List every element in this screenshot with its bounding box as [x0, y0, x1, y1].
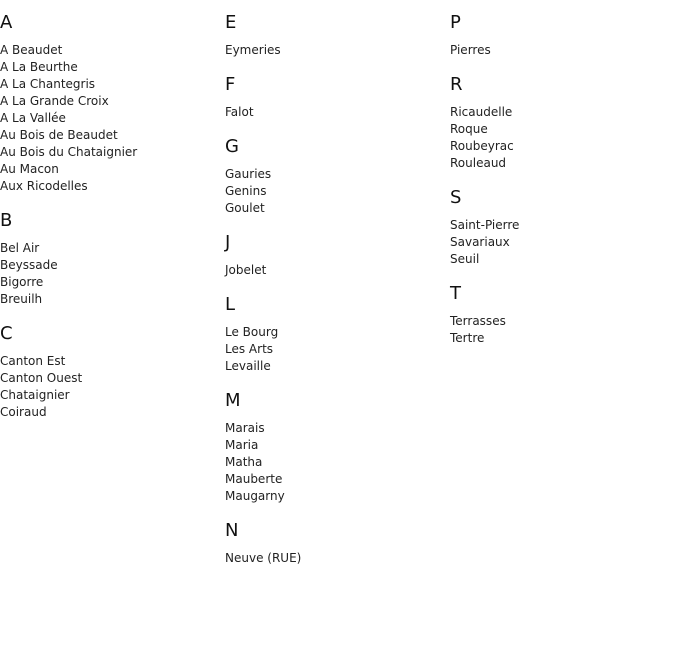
street-item[interactable]: Maugarny — [225, 489, 285, 503]
street-item[interactable]: Au Bois du Chataignier — [0, 145, 138, 159]
street-item[interactable]: Genins — [225, 184, 267, 198]
index-column — [225, 0, 450, 582]
street-list — [450, 104, 675, 172]
street-list — [225, 550, 450, 567]
letter-group — [225, 232, 450, 279]
letter-heading: R — [450, 74, 463, 95]
letter-heading: E — [225, 12, 237, 33]
street-item[interactable]: Mauberte — [225, 472, 283, 486]
letter-heading: F — [225, 74, 236, 95]
letter-heading: L — [225, 294, 236, 315]
street-item[interactable]: Au Macon — [0, 162, 59, 176]
street-item[interactable]: Saint-Pierre — [450, 218, 520, 232]
street-item[interactable]: A La Vallée — [0, 111, 66, 125]
letter-group — [0, 323, 225, 421]
letter-group — [450, 74, 675, 172]
street-item[interactable]: Au Bois de Beaudet — [0, 128, 118, 142]
street-item[interactable]: Rouleaud — [450, 156, 507, 170]
street-list — [225, 420, 450, 505]
street-item[interactable]: Eymeries — [225, 43, 281, 57]
street-list — [450, 313, 675, 347]
letter-group — [450, 283, 675, 347]
street-item[interactable]: Levaille — [225, 359, 271, 373]
street-list — [450, 217, 675, 268]
street-item[interactable]: Bigorre — [0, 275, 44, 289]
street-list — [225, 166, 450, 217]
street-item[interactable]: A La Beurthe — [0, 60, 78, 74]
letter-heading: S — [450, 187, 462, 208]
letter-heading: P — [450, 12, 461, 33]
street-list — [225, 262, 450, 279]
street-item[interactable]: Bel Air — [0, 241, 40, 255]
street-item[interactable]: Jobelet — [225, 263, 267, 277]
street-item[interactable]: A La Chantegris — [0, 77, 96, 91]
street-list — [225, 42, 450, 59]
street-item[interactable]: Neuve (RUE) — [225, 551, 302, 565]
street-item[interactable]: Breuilh — [0, 292, 43, 306]
street-item[interactable]: Matha — [225, 455, 263, 469]
letter-group — [225, 74, 450, 121]
street-item[interactable]: Aux Ricodelles — [0, 179, 88, 193]
index-column — [450, 0, 675, 362]
street-item[interactable]: Roque — [450, 122, 488, 136]
street-item[interactable]: Maria — [225, 438, 259, 452]
street-item[interactable]: Canton Ouest — [0, 371, 83, 385]
letter-group — [225, 520, 450, 567]
letter-group — [450, 12, 675, 59]
index-column — [0, 0, 225, 436]
street-item[interactable]: A Beaudet — [0, 43, 63, 57]
street-list — [0, 240, 225, 308]
street-list — [450, 42, 675, 59]
letter-group — [225, 294, 450, 375]
street-item[interactable]: Pierres — [450, 43, 491, 57]
letter-heading: N — [225, 520, 239, 541]
letter-heading: G — [225, 136, 239, 157]
letter-group — [225, 12, 450, 59]
letter-heading: C — [0, 323, 13, 344]
letter-heading: J — [225, 232, 231, 253]
letter-group — [225, 390, 450, 505]
street-item[interactable]: Seuil — [450, 252, 480, 266]
street-item[interactable]: Ricaudelle — [450, 105, 513, 119]
letter-heading: T — [450, 283, 461, 304]
letter-heading: A — [0, 12, 13, 33]
street-item[interactable]: Les Arts — [225, 342, 274, 356]
street-item[interactable]: Roubeyrac — [450, 139, 514, 153]
street-item[interactable]: Marais — [225, 421, 265, 435]
street-item[interactable]: Gauries — [225, 167, 272, 181]
letter-group — [225, 136, 450, 217]
street-item[interactable]: Beyssade — [0, 258, 58, 272]
street-list — [0, 42, 225, 195]
street-item[interactable]: Tertre — [450, 331, 485, 345]
street-list — [225, 324, 450, 375]
letter-heading: B — [0, 210, 13, 231]
street-list — [225, 104, 450, 121]
street-item[interactable]: Terrasses — [450, 314, 506, 328]
letter-group — [450, 187, 675, 268]
street-item[interactable]: Coiraud — [0, 405, 47, 419]
street-item[interactable]: Chataignier — [0, 388, 70, 402]
letter-group — [0, 210, 225, 308]
letter-group — [0, 12, 225, 195]
letter-heading: M — [225, 390, 241, 411]
street-item[interactable]: Goulet — [225, 201, 265, 215]
street-item[interactable]: Canton Est — [0, 354, 66, 368]
street-item[interactable]: A La Grande Croix — [0, 94, 109, 108]
street-item[interactable]: Le Bourg — [225, 325, 279, 339]
street-list — [0, 353, 225, 421]
street-item[interactable]: Savariaux — [450, 235, 510, 249]
street-item[interactable]: Falot — [225, 105, 254, 119]
